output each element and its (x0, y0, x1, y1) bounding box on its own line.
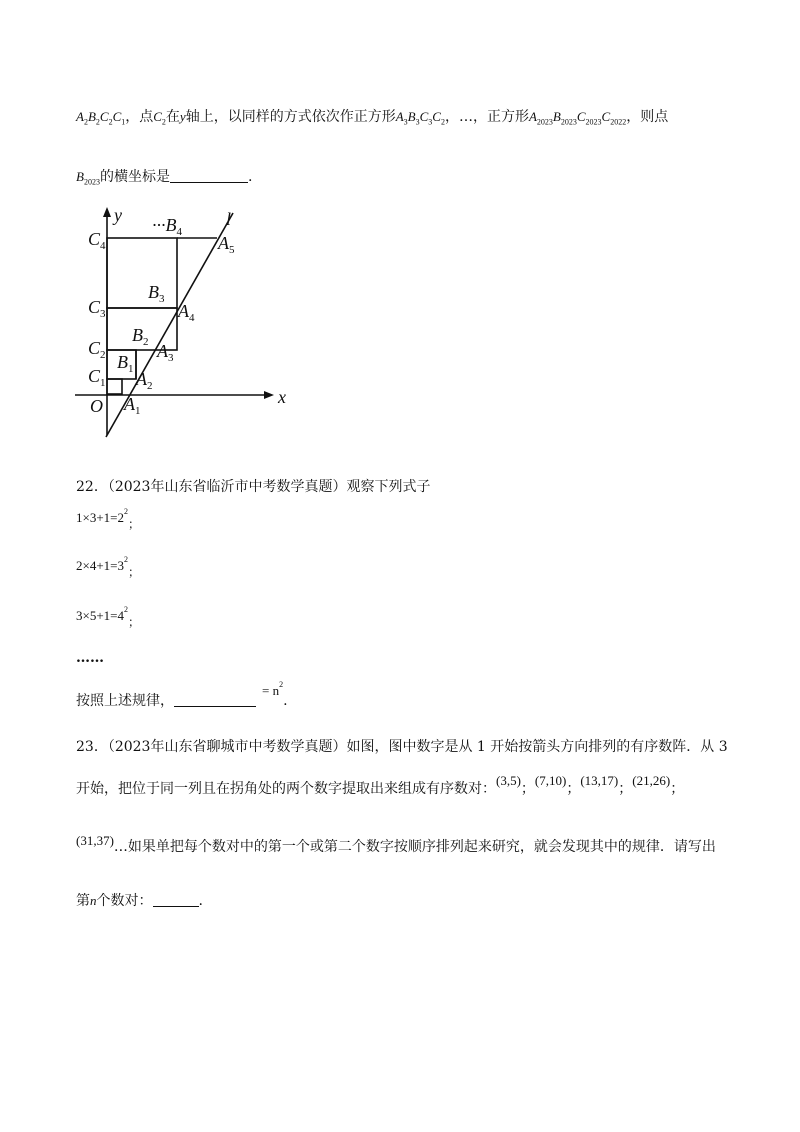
answer-blank-23[interactable] (153, 905, 199, 907)
p21-line-2: $B_{2023}$的横坐标是 . (76, 169, 253, 187)
p23-line-3: (31,37)…如果单把每个数对中的第一个或第二个数字按顺序排列起来研究，就会发现其中的规律．请写出 (76, 833, 716, 855)
point-c2: $C_2$ (153, 109, 166, 127)
y-axis-arrow-icon (103, 207, 111, 217)
pair-5: (31,37) (76, 833, 114, 848)
pair-4: (21,26) (632, 773, 671, 788)
p22-rule: 按照上述规律，= $n^2$. (76, 680, 288, 709)
geometry-figure (70, 205, 300, 445)
label-c1: $C_1$ (88, 366, 106, 389)
origin-label: O (90, 396, 103, 416)
point-b2023: $B_{2023}$ (76, 169, 100, 187)
label-b1: $B_1$ (117, 352, 134, 375)
label-c4: $C_4$ (88, 229, 106, 252)
pair-3: (13,17) (580, 773, 619, 788)
p23-line-4: 第n个数对： . (76, 893, 203, 909)
p22-eq-2: $2\times 4+1=3^2$； (76, 555, 141, 579)
label-b2: $B_2$ (132, 325, 149, 348)
pair-1: (3,5) (496, 773, 521, 788)
p23-line-1: 23．（2023年山东省聊城市中考数学真题）如图，图中数字是从 1 开始按箭头方向排列的有序数阵．从 3 (76, 739, 728, 755)
p22-eq-1: $1\times 3+1=2^2$； (76, 507, 141, 531)
answer-blank-22[interactable] (174, 705, 256, 707)
label-a1: $A_1$ (124, 394, 141, 417)
label-a3: $A_3$ (157, 341, 174, 364)
p21-line-1: $A_2B_2C_2C_1$，点$C_2$在y轴上，以同样的方式依次作正方形$A_3B_3C_3C_2$，…，正方形$A_{2023}B_{2023}C_{2023}C_{2022}$，则点 (76, 109, 669, 127)
label-b4: $\cdot\cdot\cdot B_4$ (152, 215, 182, 238)
label-a2: $A_2$ (136, 369, 153, 392)
label-c2: $C_2$ (88, 338, 106, 361)
square-label-2023: $A_{2023}B_{2023}C_{2023}C_{2022}$ (528, 109, 627, 127)
label-b3: $B_3$ (148, 282, 165, 305)
p22-eq-3: $3\times 5+1=4^2$； (76, 605, 141, 629)
x-axis-arrow-icon (264, 391, 274, 399)
p23-line-2: 开始，把位于同一列且在拐角处的两个数字提取出来组成有序数对：(3,5)；(7,10)；(13,17)；(21,26)； (76, 773, 685, 797)
y-axis-label: y (114, 205, 122, 225)
label-a4: $A_4$ (178, 301, 195, 324)
square-label-a3b3c3c2: $A_3B_3C_3C_2$ (395, 109, 445, 127)
square-label-a2b2c2c1: $A_2B_2C_2C_1$ (76, 109, 126, 127)
label-a5: $A_5$ (218, 233, 235, 256)
line-l-label: l (226, 209, 232, 229)
square-1 (107, 379, 122, 394)
pair-2: (7,10) (534, 773, 567, 788)
x-axis-label: x (278, 387, 286, 407)
p22-dots: …… (76, 650, 104, 666)
label-c3: $C_3$ (88, 297, 106, 320)
p22-header: 22．（2023年山东省临沂市中考数学真题）观察下列式子 (76, 479, 431, 495)
answer-blank-21[interactable] (170, 181, 248, 183)
square-4 (107, 238, 177, 308)
